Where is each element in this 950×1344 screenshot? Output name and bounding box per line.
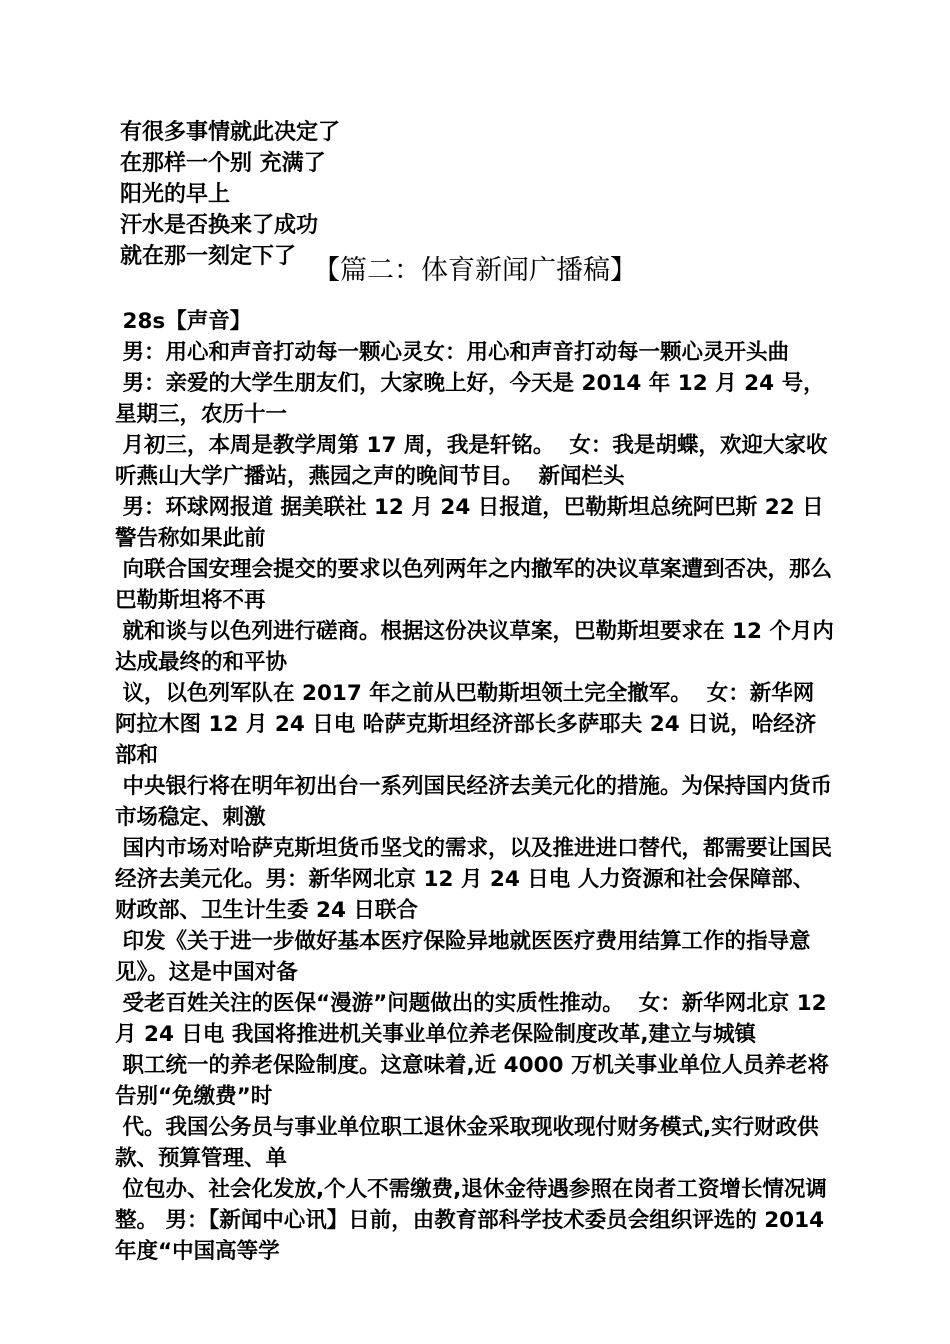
script-paragraph: 受老百姓关注的医保“漫游”问题做出的实质性推动。 女：新华网北京 12 月 24 日电 我国将推进机关事业单位养老保险制度改革,建立与城镇 xyxy=(115,991,835,1047)
script-paragraph: 男：环球网报道 据美联社 12 月 24 日报道，巴勒斯坦总统阿巴斯 22 日警告称如果此前 xyxy=(115,495,824,551)
broadcast-script-body xyxy=(115,306,835,1267)
poem-line: 阳光的早上 xyxy=(120,182,231,207)
script-paragraph: 男：亲爱的大学生朋友们，大家晚上好，今天是 2014 年 12 月 24 号，星期三，农历十一 xyxy=(115,371,825,427)
section-title: 【篇二：体育新闻广播稿】 xyxy=(313,255,637,286)
poem-line: 就在那一刻定下了 xyxy=(120,244,297,269)
poem-line: 有很多事情就此决定了 xyxy=(120,120,341,145)
script-paragraph: 就和谈与以色列进行磋商。根据这份决议草案，巴勒斯坦要求在 12 个月内达成最终的和平协 xyxy=(115,619,834,675)
script-paragraph: 位包办、社会化发放,个人不需缴费,退休金待遇参照在岗者工资增长情况调整。 男：【新闻中心讯】日前，由教育部科学技术委员会组织评选的 2014 年度“中国高等学 xyxy=(115,1177,832,1264)
script-paragraph: 男：用心和声音打动每一颗心灵女：用心和声音打动每一颗心灵开头曲 xyxy=(115,340,790,365)
poem-line: 汗水是否换来了成功 xyxy=(120,213,319,238)
script-paragraph: 28s【声音】 xyxy=(115,309,252,334)
script-paragraph: 中央银行将在明年初出台一系列国民经济去美元化的措施。为保持国内货币市场稳定、刺激 xyxy=(115,774,833,830)
script-paragraph: 月初三，本周是教学周第 17 周，我是轩铭。 女：我是胡蝶，欢迎大家收听燕山大学广播站，燕园之声的晚间节目。 新闻栏头 xyxy=(115,433,828,489)
script-paragraph: 国内市场对哈萨克斯坦货币坚戈的需求，以及推进进口替代，都需要让国民经济去美元化。男：新华网北京 12 月 24 日电 人力资源和社会保障部、财政部、卫生计生委 24 日联合 xyxy=(115,836,833,923)
script-paragraph: 职工统一的养老保险制度。这意味着,近 4000 万机关事业单位人员养老将告别“免缴费”时 xyxy=(115,1053,829,1109)
poem-line: 在那样一个别 充满了 xyxy=(120,151,326,176)
script-paragraph: 代。我国公务员与事业单位职工退休金采取现收现付财务模式,实行财政供款、预算管理、单 xyxy=(115,1115,819,1171)
script-paragraph: 向联合国安理会提交的要求以色列两年之内撤军的决议草案遭到否决，那么巴勒斯坦将不再 xyxy=(115,557,833,613)
poem-block xyxy=(120,117,520,272)
script-paragraph: 印发《关于进一步做好基本医疗保险异地就医医疗费用结算工作的指导意见》。这是中国对备 xyxy=(115,929,811,985)
script-paragraph: 议，以色列军队在 2017 年之前从巴勒斯坦领土完全撤军。 女：新华网阿拉木图 12 月 24 日电 哈萨克斯坦经济部长多萨耶夫 24 日说，哈经济部和 xyxy=(115,681,817,768)
